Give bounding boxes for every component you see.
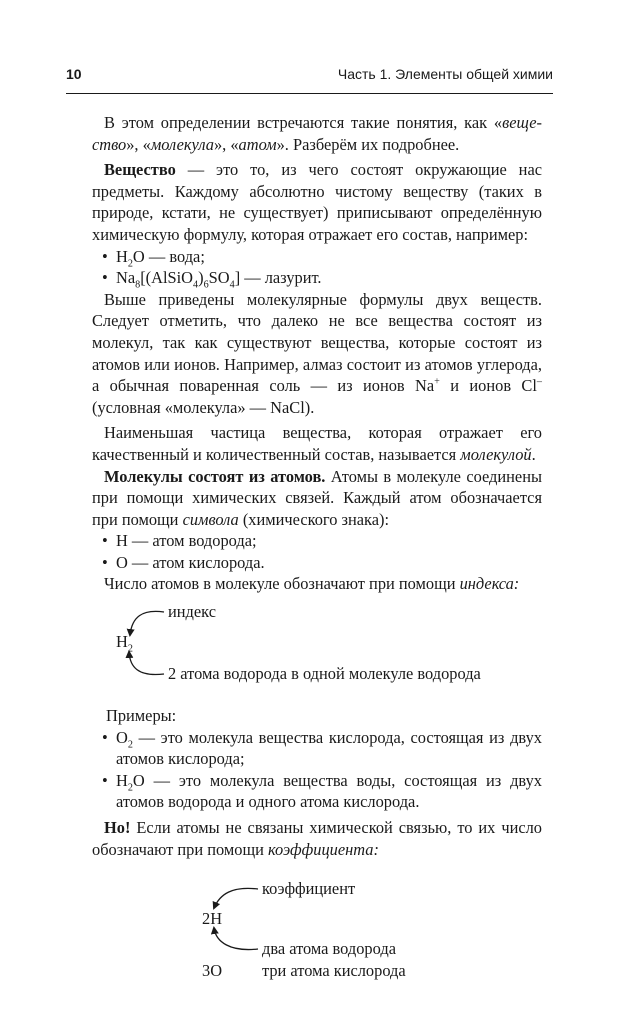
list-item-lazurite: • $Na_8[(AlSiO_4)_6SO_4]$ — лазурит. — [102, 268, 322, 291]
list-item-hydrogen: • H — атом водорода; — [102, 531, 257, 551]
arrow-from-symbol — [129, 652, 164, 675]
page-header — [66, 66, 553, 88]
label-two-hydrogen: два атома водорода — [262, 939, 396, 959]
index-diagram — [92, 595, 542, 695]
label-coefficient: коэффициент — [262, 879, 356, 899]
paragraph-definitions: В этом определении встречаются такие понятия, как «веще-ство», «молекула», «атом». Разберём их подробнее. — [92, 113, 542, 154]
paragraph-substance: Вещество — это то, из чего состоят окружающие нас предметы. Каждому абсолютно чистому веществу (таких в природе, кстати, не существует) приписывают определённую химическую формулу, которая отражает его состав, например: — [92, 160, 542, 244]
list-item-water: • $H_2O$ — вода; — [102, 246, 205, 269]
running-title: Часть 1. Элементы общей химии — [337, 66, 553, 82]
arrow-to-index — [130, 611, 164, 635]
paragraph-molecule: Наименьшая частица вещества, которая отражает его качественный и количественный состав, называется молекулой. — [92, 423, 542, 464]
formula-h2: $H_2$ — [116, 632, 133, 655]
list-item-oxygen: • O — атом кислорода. — [102, 552, 265, 572]
page-number: 10 — [66, 66, 82, 82]
paragraph-index: Число атомов в молекуле обозначают при помощи индекса: — [104, 574, 520, 594]
formula-2h: 2H — [202, 909, 223, 929]
formula-3o: 3O — [202, 961, 223, 981]
paragraph-coefficient: Но! Если атомы не связаны химической связью, то их число обозначают при помощи коэффициента: — [92, 818, 542, 859]
label-hydrogen-count: 2 атома водорода в одной молекуле водорода — [168, 664, 481, 684]
header-rule — [66, 93, 553, 94]
list-item-o2: • $O_2$ — это молекула вещества кислорода, состоящая из двух атомов кислорода; — [102, 727, 542, 769]
examples-title: Примеры: — [106, 706, 177, 726]
list-item-h2o: • $H_2O$ — это молекула вещества воды, состоящая из двух атомов водорода и одного атома кислорода. — [102, 770, 542, 812]
arrow-to-coefficient — [214, 889, 258, 909]
label-three-oxygen: три атома кислорода — [262, 961, 406, 981]
paragraph-formulas: Выше приведены молекулярные формулы двух веществ. Следует отметить, что далеко не все вещества состоят из молекул, так как существуют вещества, которые состоят из атомов или ионов. Например, алмаз состоит из атомов углерода, а обычная поваренная соль — из ионов Na+ и ионов Cl– (условная «молекула» — NaCl). — [92, 289, 542, 417]
label-index: индекс — [168, 602, 216, 622]
page-body — [92, 112, 542, 1012]
coefficient-diagram — [92, 872, 542, 1012]
arrow-from-formula — [214, 928, 258, 950]
paragraph-atoms: Молекулы состоят из атомов. Атомы в молекуле соединены при помощи химических связей. Каждый атом обозначается при помощи символа (химического знака): — [92, 466, 542, 529]
